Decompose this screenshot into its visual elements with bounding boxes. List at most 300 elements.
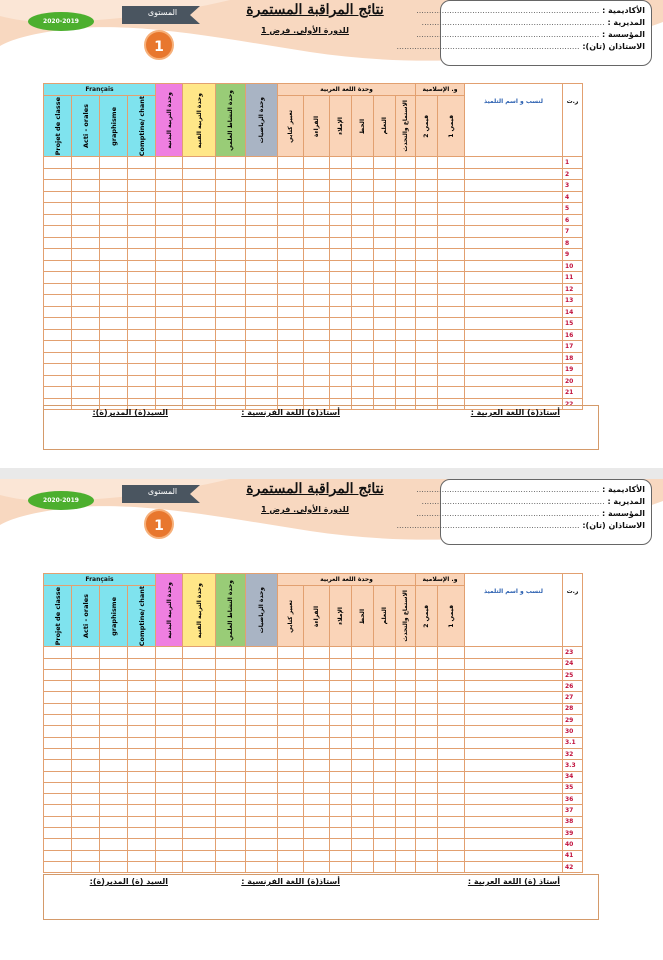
grade-cell[interactable] [72, 226, 100, 238]
grade-cell[interactable] [396, 260, 416, 272]
grade-cell[interactable] [246, 669, 278, 680]
grade-cell[interactable] [396, 771, 416, 782]
grade-cell[interactable] [216, 203, 246, 215]
grade-cell[interactable] [438, 191, 465, 203]
grade-cell[interactable] [465, 295, 563, 307]
grade-cell[interactable] [374, 283, 396, 295]
grade-cell[interactable] [183, 850, 216, 861]
grade-cell[interactable] [465, 726, 563, 737]
grade-cell[interactable] [216, 237, 246, 249]
grade-cell[interactable] [330, 839, 352, 850]
grade-cell[interactable] [128, 329, 156, 341]
grade-cell[interactable] [438, 850, 465, 861]
grade-cell[interactable] [304, 782, 330, 793]
grade-cell[interactable] [156, 681, 183, 692]
grade-cell[interactable] [416, 180, 438, 192]
grade-cell[interactable] [352, 658, 374, 669]
grade-cell[interactable] [216, 805, 246, 816]
grade-cell[interactable] [44, 703, 72, 714]
grade-cell[interactable] [156, 364, 183, 376]
grade-cell[interactable] [156, 805, 183, 816]
grade-cell[interactable] [72, 658, 100, 669]
grade-cell[interactable] [374, 726, 396, 737]
grade-cell[interactable] [374, 318, 396, 330]
grade-cell[interactable] [416, 782, 438, 793]
grade-cell[interactable] [246, 203, 278, 215]
grade-cell[interactable] [72, 771, 100, 782]
grade-cell[interactable] [216, 157, 246, 169]
grade-cell[interactable] [44, 157, 72, 169]
grade-cell[interactable] [352, 737, 374, 748]
grade-cell[interactable] [246, 748, 278, 759]
grade-cell[interactable] [128, 771, 156, 782]
grade-cell[interactable] [100, 203, 128, 215]
grade-cell[interactable] [374, 681, 396, 692]
grade-cell[interactable] [330, 726, 352, 737]
grade-cell[interactable] [396, 861, 416, 872]
grade-cell[interactable] [100, 771, 128, 782]
grade-cell[interactable] [100, 715, 128, 726]
grade-cell[interactable] [246, 816, 278, 827]
grade-cell[interactable] [278, 850, 304, 861]
grade-cell[interactable] [304, 364, 330, 376]
grade-cell[interactable] [330, 387, 352, 399]
grade-cell[interactable] [278, 203, 304, 215]
grade-cell[interactable] [330, 737, 352, 748]
grade-cell[interactable] [465, 647, 563, 658]
grade-cell[interactable] [304, 715, 330, 726]
grade-cell[interactable] [416, 237, 438, 249]
grade-cell[interactable] [156, 782, 183, 793]
grade-cell[interactable] [100, 283, 128, 295]
grade-cell[interactable] [304, 168, 330, 180]
grade-cell[interactable] [304, 306, 330, 318]
grade-cell[interactable] [183, 839, 216, 850]
grade-cell[interactable] [183, 283, 216, 295]
grade-cell[interactable] [465, 658, 563, 669]
grade-cell[interactable] [128, 715, 156, 726]
grade-cell[interactable] [156, 387, 183, 399]
grade-cell[interactable] [72, 272, 100, 284]
grade-cell[interactable] [396, 805, 416, 816]
grade-cell[interactable] [416, 191, 438, 203]
grade-cell[interactable] [156, 237, 183, 249]
grade-cell[interactable] [216, 341, 246, 353]
grade-cell[interactable] [246, 805, 278, 816]
grade-cell[interactable] [416, 669, 438, 680]
grade-cell[interactable] [72, 647, 100, 658]
grade-cell[interactable] [396, 737, 416, 748]
grade-cell[interactable] [100, 726, 128, 737]
grade-cell[interactable] [374, 203, 396, 215]
grade-cell[interactable] [156, 850, 183, 861]
grade-cell[interactable] [156, 771, 183, 782]
grade-cell[interactable] [438, 703, 465, 714]
grade-cell[interactable] [128, 737, 156, 748]
grade-cell[interactable] [396, 715, 416, 726]
grade-cell[interactable] [128, 283, 156, 295]
grade-cell[interactable] [278, 839, 304, 850]
grade-cell[interactable] [183, 306, 216, 318]
grade-cell[interactable] [246, 850, 278, 861]
grade-cell[interactable] [44, 237, 72, 249]
grade-cell[interactable] [100, 306, 128, 318]
grade-cell[interactable] [183, 157, 216, 169]
grade-cell[interactable] [100, 748, 128, 759]
grade-cell[interactable] [352, 352, 374, 364]
grade-cell[interactable] [352, 375, 374, 387]
grade-cell[interactable] [416, 306, 438, 318]
grade-cell[interactable] [330, 180, 352, 192]
grade-cell[interactable] [396, 850, 416, 861]
grade-cell[interactable] [216, 306, 246, 318]
grade-cell[interactable] [352, 771, 374, 782]
grade-cell[interactable] [216, 726, 246, 737]
grade-cell[interactable] [216, 760, 246, 771]
grade-cell[interactable] [246, 861, 278, 872]
grade-cell[interactable] [128, 203, 156, 215]
grade-cell[interactable] [352, 782, 374, 793]
grade-cell[interactable] [216, 715, 246, 726]
grade-cell[interactable] [465, 191, 563, 203]
grade-cell[interactable] [246, 306, 278, 318]
grade-cell[interactable] [304, 839, 330, 850]
grade-cell[interactable] [183, 658, 216, 669]
grade-cell[interactable] [216, 352, 246, 364]
grade-cell[interactable] [44, 737, 72, 748]
grade-cell[interactable] [72, 748, 100, 759]
grade-cell[interactable] [216, 861, 246, 872]
grade-cell[interactable] [416, 748, 438, 759]
grade-cell[interactable] [156, 318, 183, 330]
grade-cell[interactable] [216, 249, 246, 261]
grade-cell[interactable] [438, 748, 465, 759]
grade-cell[interactable] [44, 658, 72, 669]
grade-cell[interactable] [304, 737, 330, 748]
grade-cell[interactable] [465, 748, 563, 759]
grade-cell[interactable] [100, 249, 128, 261]
grade-cell[interactable] [330, 295, 352, 307]
grade-cell[interactable] [44, 329, 72, 341]
grade-cell[interactable] [330, 692, 352, 703]
grade-cell[interactable] [156, 352, 183, 364]
grade-cell[interactable] [396, 214, 416, 226]
grade-cell[interactable] [278, 669, 304, 680]
grade-cell[interactable] [156, 715, 183, 726]
grade-cell[interactable] [278, 341, 304, 353]
grade-cell[interactable] [128, 237, 156, 249]
grade-cell[interactable] [72, 669, 100, 680]
grade-cell[interactable] [438, 329, 465, 341]
grade-cell[interactable] [156, 692, 183, 703]
grade-cell[interactable] [128, 168, 156, 180]
grade-cell[interactable] [100, 180, 128, 192]
grade-cell[interactable] [416, 681, 438, 692]
grade-cell[interactable] [465, 715, 563, 726]
grade-cell[interactable] [374, 387, 396, 399]
grade-cell[interactable] [278, 681, 304, 692]
grade-cell[interactable] [128, 214, 156, 226]
grade-cell[interactable] [44, 180, 72, 192]
grade-cell[interactable] [396, 726, 416, 737]
grade-cell[interactable] [352, 249, 374, 261]
grade-cell[interactable] [374, 157, 396, 169]
grade-cell[interactable] [396, 295, 416, 307]
grade-cell[interactable] [416, 168, 438, 180]
grade-cell[interactable] [183, 828, 216, 839]
grade-cell[interactable] [396, 816, 416, 827]
grade-cell[interactable] [396, 669, 416, 680]
grade-cell[interactable] [278, 168, 304, 180]
grade-cell[interactable] [44, 226, 72, 238]
grade-cell[interactable] [352, 703, 374, 714]
grade-cell[interactable] [352, 692, 374, 703]
grade-cell[interactable] [44, 283, 72, 295]
grade-cell[interactable] [438, 226, 465, 238]
grade-cell[interactable] [156, 658, 183, 669]
grade-cell[interactable] [216, 850, 246, 861]
grade-cell[interactable] [304, 375, 330, 387]
grade-cell[interactable] [416, 647, 438, 658]
grade-cell[interactable] [352, 226, 374, 238]
grade-cell[interactable] [416, 203, 438, 215]
grade-cell[interactable] [216, 703, 246, 714]
grade-cell[interactable] [438, 364, 465, 376]
grade-cell[interactable] [156, 157, 183, 169]
grade-cell[interactable] [72, 295, 100, 307]
grade-cell[interactable] [416, 295, 438, 307]
grade-cell[interactable] [278, 352, 304, 364]
grade-cell[interactable] [183, 191, 216, 203]
grade-cell[interactable] [100, 364, 128, 376]
grade-cell[interactable] [44, 249, 72, 261]
grade-cell[interactable] [416, 771, 438, 782]
grade-cell[interactable] [438, 306, 465, 318]
grade-cell[interactable] [352, 647, 374, 658]
grade-cell[interactable] [416, 861, 438, 872]
grade-cell[interactable] [374, 168, 396, 180]
grade-cell[interactable] [438, 760, 465, 771]
grade-cell[interactable] [465, 669, 563, 680]
grade-cell[interactable] [183, 794, 216, 805]
grade-cell[interactable] [396, 318, 416, 330]
grade-cell[interactable] [352, 748, 374, 759]
grade-cell[interactable] [465, 214, 563, 226]
grade-cell[interactable] [465, 782, 563, 793]
grade-cell[interactable] [416, 352, 438, 364]
grade-cell[interactable] [100, 658, 128, 669]
grade-cell[interactable] [396, 387, 416, 399]
grade-cell[interactable] [396, 828, 416, 839]
grade-cell[interactable] [416, 692, 438, 703]
grade-cell[interactable] [72, 157, 100, 169]
grade-cell[interactable] [465, 375, 563, 387]
grade-cell[interactable] [330, 260, 352, 272]
grade-cell[interactable] [72, 794, 100, 805]
grade-cell[interactable] [396, 272, 416, 284]
grade-cell[interactable] [396, 306, 416, 318]
grade-cell[interactable] [438, 782, 465, 793]
grade-cell[interactable] [330, 283, 352, 295]
grade-cell[interactable] [72, 782, 100, 793]
grade-cell[interactable] [396, 237, 416, 249]
grade-cell[interactable] [465, 341, 563, 353]
grade-cell[interactable] [352, 760, 374, 771]
grade-cell[interactable] [416, 794, 438, 805]
grade-cell[interactable] [304, 647, 330, 658]
grade-cell[interactable] [100, 669, 128, 680]
grade-cell[interactable] [330, 329, 352, 341]
grade-cell[interactable] [438, 794, 465, 805]
grade-cell[interactable] [352, 237, 374, 249]
grade-cell[interactable] [72, 352, 100, 364]
grade-cell[interactable] [396, 658, 416, 669]
grade-cell[interactable] [246, 260, 278, 272]
grade-cell[interactable] [330, 341, 352, 353]
grade-cell[interactable] [156, 828, 183, 839]
grade-cell[interactable] [438, 816, 465, 827]
grade-cell[interactable] [183, 782, 216, 793]
grade-cell[interactable] [330, 850, 352, 861]
grade-cell[interactable] [465, 692, 563, 703]
grade-cell[interactable] [304, 341, 330, 353]
grade-cell[interactable] [438, 692, 465, 703]
grade-cell[interactable] [156, 794, 183, 805]
grade-cell[interactable] [465, 794, 563, 805]
grade-cell[interactable] [304, 703, 330, 714]
grade-cell[interactable] [246, 295, 278, 307]
grade-cell[interactable] [352, 364, 374, 376]
grade-cell[interactable] [156, 861, 183, 872]
grade-cell[interactable] [465, 226, 563, 238]
grade-cell[interactable] [216, 771, 246, 782]
grade-cell[interactable] [216, 669, 246, 680]
grade-cell[interactable] [330, 272, 352, 284]
grade-cell[interactable] [100, 839, 128, 850]
grade-cell[interactable] [246, 364, 278, 376]
grade-cell[interactable] [72, 168, 100, 180]
grade-cell[interactable] [304, 260, 330, 272]
grade-cell[interactable] [156, 226, 183, 238]
grade-cell[interactable] [216, 748, 246, 759]
grade-cell[interactable] [72, 375, 100, 387]
grade-cell[interactable] [216, 658, 246, 669]
grade-cell[interactable] [396, 760, 416, 771]
grade-cell[interactable] [128, 272, 156, 284]
grade-cell[interactable] [304, 283, 330, 295]
grade-cell[interactable] [465, 237, 563, 249]
grade-cell[interactable] [100, 272, 128, 284]
grade-cell[interactable] [304, 203, 330, 215]
grade-cell[interactable] [352, 387, 374, 399]
grade-cell[interactable] [416, 850, 438, 861]
grade-cell[interactable] [100, 647, 128, 658]
grade-cell[interactable] [396, 375, 416, 387]
grade-cell[interactable] [246, 352, 278, 364]
grade-cell[interactable] [183, 771, 216, 782]
grade-cell[interactable] [304, 387, 330, 399]
grade-cell[interactable] [216, 168, 246, 180]
grade-cell[interactable] [438, 658, 465, 669]
grade-cell[interactable] [72, 681, 100, 692]
grade-cell[interactable] [330, 760, 352, 771]
grade-cell[interactable] [330, 703, 352, 714]
grade-cell[interactable] [128, 180, 156, 192]
grade-cell[interactable] [183, 805, 216, 816]
grade-cell[interactable] [156, 341, 183, 353]
grade-cell[interactable] [100, 226, 128, 238]
grade-cell[interactable] [100, 737, 128, 748]
grade-cell[interactable] [374, 352, 396, 364]
grade-cell[interactable] [156, 748, 183, 759]
grade-cell[interactable] [330, 816, 352, 827]
grade-cell[interactable] [246, 771, 278, 782]
grade-cell[interactable] [183, 669, 216, 680]
grade-cell[interactable] [465, 805, 563, 816]
grade-cell[interactable] [396, 191, 416, 203]
grade-cell[interactable] [156, 839, 183, 850]
grade-cell[interactable] [374, 375, 396, 387]
grade-cell[interactable] [246, 828, 278, 839]
grade-cell[interactable] [183, 861, 216, 872]
grade-cell[interactable] [72, 306, 100, 318]
grade-cell[interactable] [396, 647, 416, 658]
grade-cell[interactable] [438, 237, 465, 249]
grade-cell[interactable] [100, 168, 128, 180]
grade-cell[interactable] [374, 794, 396, 805]
grade-cell[interactable] [100, 352, 128, 364]
grade-cell[interactable] [44, 692, 72, 703]
grade-cell[interactable] [246, 237, 278, 249]
grade-cell[interactable] [396, 203, 416, 215]
grade-cell[interactable] [216, 816, 246, 827]
grade-cell[interactable] [304, 249, 330, 261]
grade-cell[interactable] [183, 737, 216, 748]
grade-cell[interactable] [278, 805, 304, 816]
grade-cell[interactable] [156, 703, 183, 714]
grade-cell[interactable] [465, 168, 563, 180]
grade-cell[interactable] [396, 157, 416, 169]
grade-cell[interactable] [156, 180, 183, 192]
grade-cell[interactable] [246, 647, 278, 658]
grade-cell[interactable] [44, 760, 72, 771]
grade-cell[interactable] [438, 352, 465, 364]
grade-cell[interactable] [374, 737, 396, 748]
grade-cell[interactable] [44, 375, 72, 387]
grade-cell[interactable] [304, 726, 330, 737]
grade-cell[interactable] [216, 828, 246, 839]
grade-cell[interactable] [100, 214, 128, 226]
grade-cell[interactable] [128, 681, 156, 692]
grade-cell[interactable] [465, 760, 563, 771]
grade-cell[interactable] [352, 715, 374, 726]
grade-cell[interactable] [304, 805, 330, 816]
grade-cell[interactable] [438, 168, 465, 180]
grade-cell[interactable] [128, 306, 156, 318]
grade-cell[interactable] [128, 794, 156, 805]
grade-cell[interactable] [416, 387, 438, 399]
grade-cell[interactable] [156, 375, 183, 387]
grade-cell[interactable] [304, 692, 330, 703]
grade-cell[interactable] [72, 329, 100, 341]
grade-cell[interactable] [374, 191, 396, 203]
grade-cell[interactable] [330, 306, 352, 318]
grade-cell[interactable] [183, 180, 216, 192]
grade-cell[interactable] [352, 203, 374, 215]
grade-cell[interactable] [216, 214, 246, 226]
grade-cell[interactable] [374, 748, 396, 759]
grade-cell[interactable] [330, 669, 352, 680]
